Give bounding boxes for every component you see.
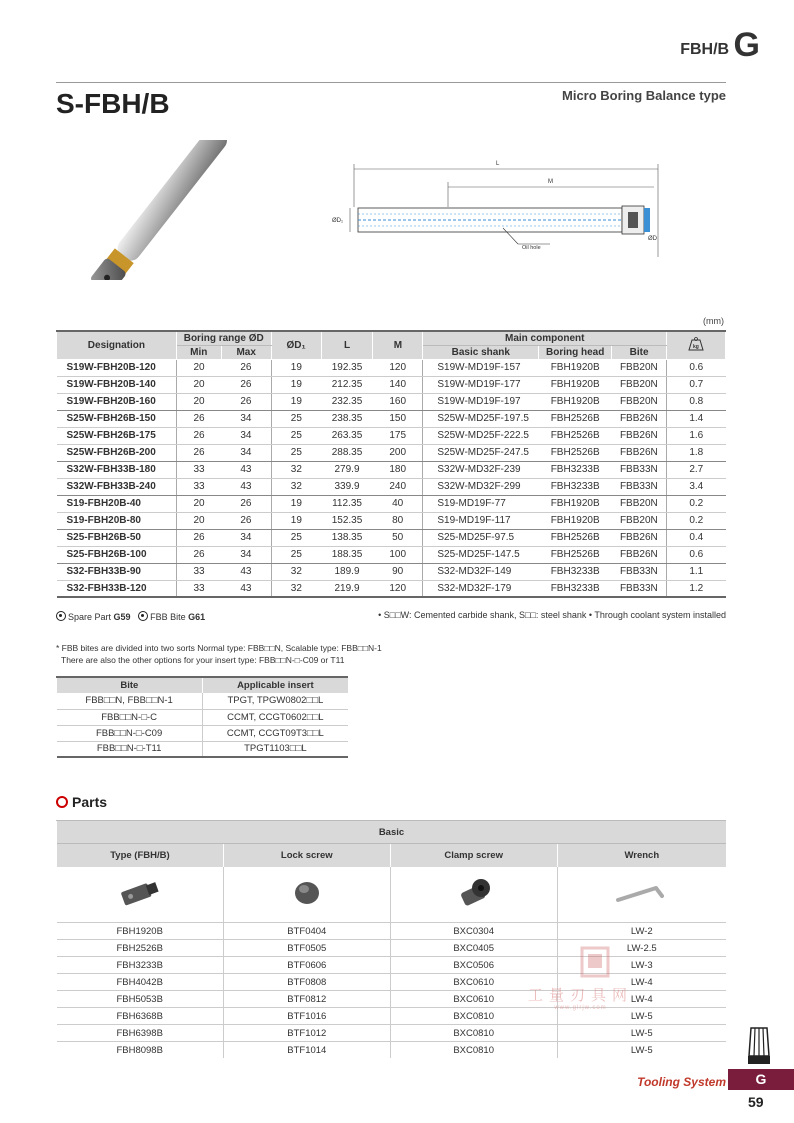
cell-l: 212.35 <box>321 376 373 393</box>
cell-head: FBH2526B <box>539 529 612 546</box>
cell-kg: 0.4 <box>667 529 726 546</box>
parts-table <box>56 820 726 1059</box>
col-bite: Bite <box>612 345 667 359</box>
cell-des: S19-FBH20B-80 <box>57 512 177 529</box>
cell-max: 34 <box>221 546 271 563</box>
table-row <box>57 563 726 580</box>
cell-bite: FBB33N <box>612 580 667 597</box>
cell-kg: 1.4 <box>667 410 726 427</box>
cell-bite: FBB□□N, FBB□□N-1 <box>57 693 203 709</box>
cell-m: 140 <box>373 376 423 393</box>
cell-min: 33 <box>176 563 221 580</box>
cell-type: FBH8098B <box>57 1042 224 1059</box>
cell-lock-screw: BTF0606 <box>223 957 390 974</box>
cell-lock-screw: BTF0404 <box>223 923 390 940</box>
cell-l: 263.35 <box>321 427 373 444</box>
cell-clamp-screw: BXC0810 <box>390 1008 557 1025</box>
cell-max: 43 <box>221 580 271 597</box>
cell-bite: FBB20N <box>612 393 667 410</box>
col-boring-head: Boring head <box>539 345 612 359</box>
cell-m: 175 <box>373 427 423 444</box>
cell-wrench: LW-4 <box>557 991 726 1008</box>
table-row <box>57 529 726 546</box>
col-basic-shank: Basic shank <box>423 345 539 359</box>
table-row <box>57 693 349 709</box>
cell-min: 33 <box>176 461 221 478</box>
cell-d1: 32 <box>271 478 321 495</box>
cell-d1: 32 <box>271 461 321 478</box>
cell-m: 80 <box>373 512 423 529</box>
footer-section-tab[interactable]: G <box>728 1069 794 1090</box>
col-type: Type (FBH/B) <box>57 844 224 867</box>
table-row <box>57 923 727 940</box>
cell-bite: FBB26N <box>612 410 667 427</box>
cell-des: S19-FBH20B-40 <box>57 495 177 512</box>
table-row <box>57 393 726 410</box>
cell-shank: S25-MD25F-97.5 <box>423 529 539 546</box>
col-boring-range: Boring range ØD <box>176 331 271 345</box>
cell-max: 43 <box>221 478 271 495</box>
col-designation: Designation <box>57 331 177 359</box>
parts-heading-text: Parts <box>72 794 108 810</box>
cell-min: 26 <box>176 427 221 444</box>
collet-icon <box>746 1026 772 1066</box>
boring-head-image <box>57 867 224 923</box>
cell-bite: FBB□□N-□-T11 <box>57 741 203 757</box>
cell-kg: 3.4 <box>667 478 726 495</box>
boring-bar-product-image <box>60 140 260 280</box>
cell-min: 26 <box>176 529 221 546</box>
cell-wrench: LW-5 <box>557 1025 726 1042</box>
cell-max: 43 <box>221 461 271 478</box>
cell-m: 120 <box>373 580 423 597</box>
cell-clamp-screw: BXC0810 <box>390 1042 557 1059</box>
table-row <box>57 546 726 563</box>
cell-d1: 25 <box>271 410 321 427</box>
cell-head: FBH1920B <box>539 393 612 410</box>
cell-lock-screw: BTF0808 <box>223 974 390 991</box>
cell-head: FBH2526B <box>539 410 612 427</box>
cell-head: FBH2526B <box>539 546 612 563</box>
cell-wrench: LW-4 <box>557 974 726 991</box>
cell-head: FBH2526B <box>539 444 612 461</box>
table-row <box>57 1025 727 1042</box>
col-applicable-insert: Applicable insert <box>202 677 348 693</box>
cell-max: 34 <box>221 410 271 427</box>
cell-d1: 25 <box>271 546 321 563</box>
cell-l: 232.35 <box>321 393 373 410</box>
fbb-bite-label: FBB Bite <box>150 612 186 622</box>
table-row <box>57 1042 727 1059</box>
bite-note-1: * FBB bites are divided into two sorts Normal type: FBB□□N, Scalable type: FBB□□N-1 <box>56 643 382 653</box>
cell-shank: S19W-MD19F-157 <box>423 359 539 376</box>
page-title: S-FBH/B <box>56 88 170 119</box>
cell-max: 26 <box>221 512 271 529</box>
cell-bite: FBB20N <box>612 359 667 376</box>
cell-shank: S25-MD25F-147.5 <box>423 546 539 563</box>
cell-shank: S19W-MD19F-197 <box>423 393 539 410</box>
svg-text:kg: kg <box>693 343 699 350</box>
cell-l: 188.35 <box>321 546 373 563</box>
page-subtitle: Micro Boring Balance type <box>562 88 726 103</box>
cell-max: 26 <box>221 359 271 376</box>
cell-wrench: LW-3 <box>557 957 726 974</box>
bite-notes <box>56 642 382 666</box>
cell-max: 26 <box>221 495 271 512</box>
cell-d1: 19 <box>271 376 321 393</box>
wrench-image <box>557 867 726 923</box>
clamp-screw-icon <box>454 876 494 910</box>
table-row <box>57 741 349 757</box>
top-divider <box>56 82 726 83</box>
shank-note: • S□□W: Cemented carbide shank, S□□: steel shank • Through coolant system installed <box>378 610 726 620</box>
cell-shank: S32-MD32F-149 <box>423 563 539 580</box>
watermark-text <box>528 984 633 1011</box>
cell-head: FBH3233B <box>539 461 612 478</box>
cell-m: 160 <box>373 393 423 410</box>
cell-min: 26 <box>176 546 221 563</box>
dimension-drawing <box>328 152 674 262</box>
table-row <box>57 444 726 461</box>
cell-des: S25W-FBH26B-150 <box>57 410 177 427</box>
cell-m: 200 <box>373 444 423 461</box>
cell-d1: 25 <box>271 529 321 546</box>
table-row <box>57 359 726 376</box>
cell-m: 150 <box>373 410 423 427</box>
cell-m: 180 <box>373 461 423 478</box>
cell-kg: 0.7 <box>667 376 726 393</box>
cell-kg: 1.8 <box>667 444 726 461</box>
page-ref-icon <box>56 611 66 621</box>
cell-clamp-screw: BXC0610 <box>390 991 557 1008</box>
page-ref-icon <box>138 611 148 621</box>
table-row <box>57 461 726 478</box>
cell-des: S25-FBH26B-100 <box>57 546 177 563</box>
table-row <box>57 410 726 427</box>
col-wrench: Wrench <box>557 844 726 867</box>
cell-clamp-screw: BXC0506 <box>390 957 557 974</box>
dim-label-d: ØD <box>648 236 657 242</box>
cell-m: 120 <box>373 359 423 376</box>
cell-max: 26 <box>221 393 271 410</box>
cell-kg: 0.8 <box>667 393 726 410</box>
dim-label-m: M <box>548 179 553 185</box>
cell-m: 90 <box>373 563 423 580</box>
cell-des: S19W-FBH20B-120 <box>57 359 177 376</box>
cell-head: FBH1920B <box>539 376 612 393</box>
cell-min: 33 <box>176 478 221 495</box>
col-clamp-screw: Clamp screw <box>390 844 557 867</box>
cell-bite: FBB26N <box>612 529 667 546</box>
bite-note-2: There are also the other options for your insert type: FBB□□N-□-C09 or T11 <box>61 655 345 665</box>
cell-d1: 25 <box>271 444 321 461</box>
col-min: Min <box>176 345 221 359</box>
spare-part-label: Spare Part <box>68 612 112 622</box>
cell-head: FBH3233B <box>539 478 612 495</box>
hex-wrench-icon <box>612 876 672 910</box>
cell-type: FBH6398B <box>57 1025 224 1042</box>
cell-kg: 0.2 <box>667 495 726 512</box>
footer-brand: Tooling System <box>637 1075 726 1089</box>
cell-d1: 32 <box>271 580 321 597</box>
cell-wrench: LW-5 <box>557 1042 726 1059</box>
col-main-component: Main component <box>423 331 667 345</box>
col-lock-screw: Lock screw <box>223 844 390 867</box>
cell-shank: S19W-MD19F-177 <box>423 376 539 393</box>
cell-type: FBH1920B <box>57 923 224 940</box>
cell-kg: 0.6 <box>667 359 726 376</box>
notes-references <box>56 610 726 622</box>
cell-bite: FBB33N <box>612 478 667 495</box>
parts-heading <box>56 794 107 810</box>
cell-clamp-screw: BXC0304 <box>390 923 557 940</box>
cell-d1: 19 <box>271 359 321 376</box>
cell-clamp-screw: BXC0810 <box>390 1025 557 1042</box>
cell-l: 279.9 <box>321 461 373 478</box>
cell-max: 34 <box>221 444 271 461</box>
cell-lock-screw: BTF0505 <box>223 940 390 957</box>
cell-head: FBH3233B <box>539 580 612 597</box>
cell-d1: 32 <box>271 563 321 580</box>
cell-l: 339.9 <box>321 478 373 495</box>
cell-bite: FBB26N <box>612 427 667 444</box>
section-small: FBH/B <box>680 41 730 58</box>
table-row <box>57 580 726 597</box>
cell-des: S32-FBH33B-90 <box>57 563 177 580</box>
watermark-url: www.glrjw.com <box>554 1005 607 1011</box>
cell-min: 26 <box>176 410 221 427</box>
lock-screw-icon <box>290 876 324 910</box>
cell-des: S25W-FBH26B-175 <box>57 427 177 444</box>
table-row <box>57 495 726 512</box>
cell-l: 189.9 <box>321 563 373 580</box>
parts-group-basic: Basic <box>57 821 727 844</box>
cell-kg: 0.2 <box>667 512 726 529</box>
dim-label-d1: ØD₁ <box>332 218 344 224</box>
cell-min: 33 <box>176 580 221 597</box>
cell-l: 138.35 <box>321 529 373 546</box>
cell-l: 238.35 <box>321 410 373 427</box>
cell-min: 20 <box>176 512 221 529</box>
cell-l: 192.35 <box>321 359 373 376</box>
cell-shank: S32W-MD32F-299 <box>423 478 539 495</box>
cell-head: FBH1920B <box>539 495 612 512</box>
cell-max: 34 <box>221 427 271 444</box>
cell-d1: 19 <box>271 512 321 529</box>
cell-m: 40 <box>373 495 423 512</box>
cell-des: S32W-FBH33B-240 <box>57 478 177 495</box>
cell-bite: FBB33N <box>612 563 667 580</box>
cell-bite: FBB20N <box>612 495 667 512</box>
oil-hole-label: Oil hole <box>522 245 541 251</box>
cell-bite: FBB33N <box>612 461 667 478</box>
cell-l: 112.35 <box>321 495 373 512</box>
cell-l: 288.35 <box>321 444 373 461</box>
cell-bite: FBB□□N-□-C <box>57 709 203 725</box>
cell-d1: 25 <box>271 427 321 444</box>
cell-wrench: LW-5 <box>557 1008 726 1025</box>
cell-lock-screw: BTF1016 <box>223 1008 390 1025</box>
cell-des: S32W-FBH33B-180 <box>57 461 177 478</box>
bite-table <box>56 676 348 758</box>
section-letter: G <box>733 26 760 64</box>
cell-kg: 0.6 <box>667 546 726 563</box>
cell-min: 26 <box>176 444 221 461</box>
dim-label-l: L <box>496 161 500 167</box>
cell-shank: S19-MD19F-117 <box>423 512 539 529</box>
cell-type: FBH4042B <box>57 974 224 991</box>
cell-shank: S25W-MD25F-197.5 <box>423 410 539 427</box>
cell-type: FBH2526B <box>57 940 224 957</box>
clamp-screw-image <box>390 867 557 923</box>
cell-min: 20 <box>176 495 221 512</box>
page-number: 59 <box>748 1094 764 1110</box>
cell-min: 20 <box>176 359 221 376</box>
cell-insert: CCMT, CCGT0602□□L <box>202 709 348 725</box>
cell-shank: S32-MD32F-179 <box>423 580 539 597</box>
unit-label: (mm) <box>703 316 724 326</box>
col-weight <box>667 331 726 359</box>
spec-table <box>56 330 726 598</box>
cell-m: 50 <box>373 529 423 546</box>
cell-des: S25-FBH26B-50 <box>57 529 177 546</box>
cell-max: 34 <box>221 529 271 546</box>
watermark-cn-text: 工量刃具网 <box>528 987 634 1004</box>
cell-bite: FBB26N <box>612 444 667 461</box>
cell-head: FBH1920B <box>539 359 612 376</box>
cell-m: 100 <box>373 546 423 563</box>
cell-l: 219.9 <box>321 580 373 597</box>
cell-kg: 1.6 <box>667 427 726 444</box>
cell-bite: FBB20N <box>612 376 667 393</box>
cell-kg: 2.7 <box>667 461 726 478</box>
cell-insert: TPGT, TPGW0802□□L <box>202 693 348 709</box>
cell-l: 152.35 <box>321 512 373 529</box>
section-arrow-icon <box>56 796 68 808</box>
section-tag <box>680 26 760 65</box>
col-bite: Bite <box>57 677 203 693</box>
cell-shank: S25W-MD25F-247.5 <box>423 444 539 461</box>
cell-lock-screw: BTF1014 <box>223 1042 390 1059</box>
col-m: M <box>373 331 423 359</box>
cell-insert: CCMT, CCGT09T3□□L <box>202 725 348 741</box>
cell-head: FBH2526B <box>539 427 612 444</box>
cell-wrench: LW-2.5 <box>557 940 726 957</box>
cell-clamp-screw: BXC0610 <box>390 974 557 991</box>
cell-bite: FBB20N <box>612 512 667 529</box>
cell-max: 26 <box>221 376 271 393</box>
table-row <box>57 725 349 741</box>
cell-shank: S32W-MD32F-239 <box>423 461 539 478</box>
cell-des: S32-FBH33B-120 <box>57 580 177 597</box>
cell-wrench: LW-2 <box>557 923 726 940</box>
cell-des: S19W-FBH20B-160 <box>57 393 177 410</box>
cell-min: 20 <box>176 393 221 410</box>
cell-kg: 1.2 <box>667 580 726 597</box>
cell-type: FBH5053B <box>57 991 224 1008</box>
cell-bite: FBB26N <box>612 546 667 563</box>
cell-bite: FBB□□N-□-C09 <box>57 725 203 741</box>
col-l: L <box>321 331 373 359</box>
cell-type: FBH6368B <box>57 1008 224 1025</box>
table-row <box>57 427 726 444</box>
cell-min: 20 <box>176 376 221 393</box>
cell-head: FBH3233B <box>539 563 612 580</box>
cell-shank: S19-MD19F-77 <box>423 495 539 512</box>
cell-kg: 1.1 <box>667 563 726 580</box>
fbb-bite-ref[interactable]: G61 <box>188 612 206 622</box>
cell-clamp-screw: BXC0405 <box>390 940 557 957</box>
cell-insert: TPGT1103□□L <box>202 741 348 757</box>
lock-screw-image <box>223 867 390 923</box>
table-row <box>57 512 726 529</box>
cell-type: FBH3233B <box>57 957 224 974</box>
table-row <box>57 709 349 725</box>
cell-des: S19W-FBH20B-140 <box>57 376 177 393</box>
weight-icon <box>688 337 704 351</box>
col-max: Max <box>221 345 271 359</box>
boring-head-icon <box>118 876 162 910</box>
spare-part-ref[interactable]: G59 <box>113 612 131 622</box>
col-d1: ØD₁ <box>271 331 321 359</box>
cell-m: 240 <box>373 478 423 495</box>
cell-d1: 19 <box>271 393 321 410</box>
cell-d1: 19 <box>271 495 321 512</box>
table-row <box>57 478 726 495</box>
cell-shank: S25W-MD25F-222.5 <box>423 427 539 444</box>
cell-lock-screw: BTF1012 <box>223 1025 390 1042</box>
cell-lock-screw: BTF0812 <box>223 991 390 1008</box>
cell-max: 43 <box>221 563 271 580</box>
table-row <box>57 376 726 393</box>
cell-head: FBH1920B <box>539 512 612 529</box>
cell-des: S25W-FBH26B-200 <box>57 444 177 461</box>
